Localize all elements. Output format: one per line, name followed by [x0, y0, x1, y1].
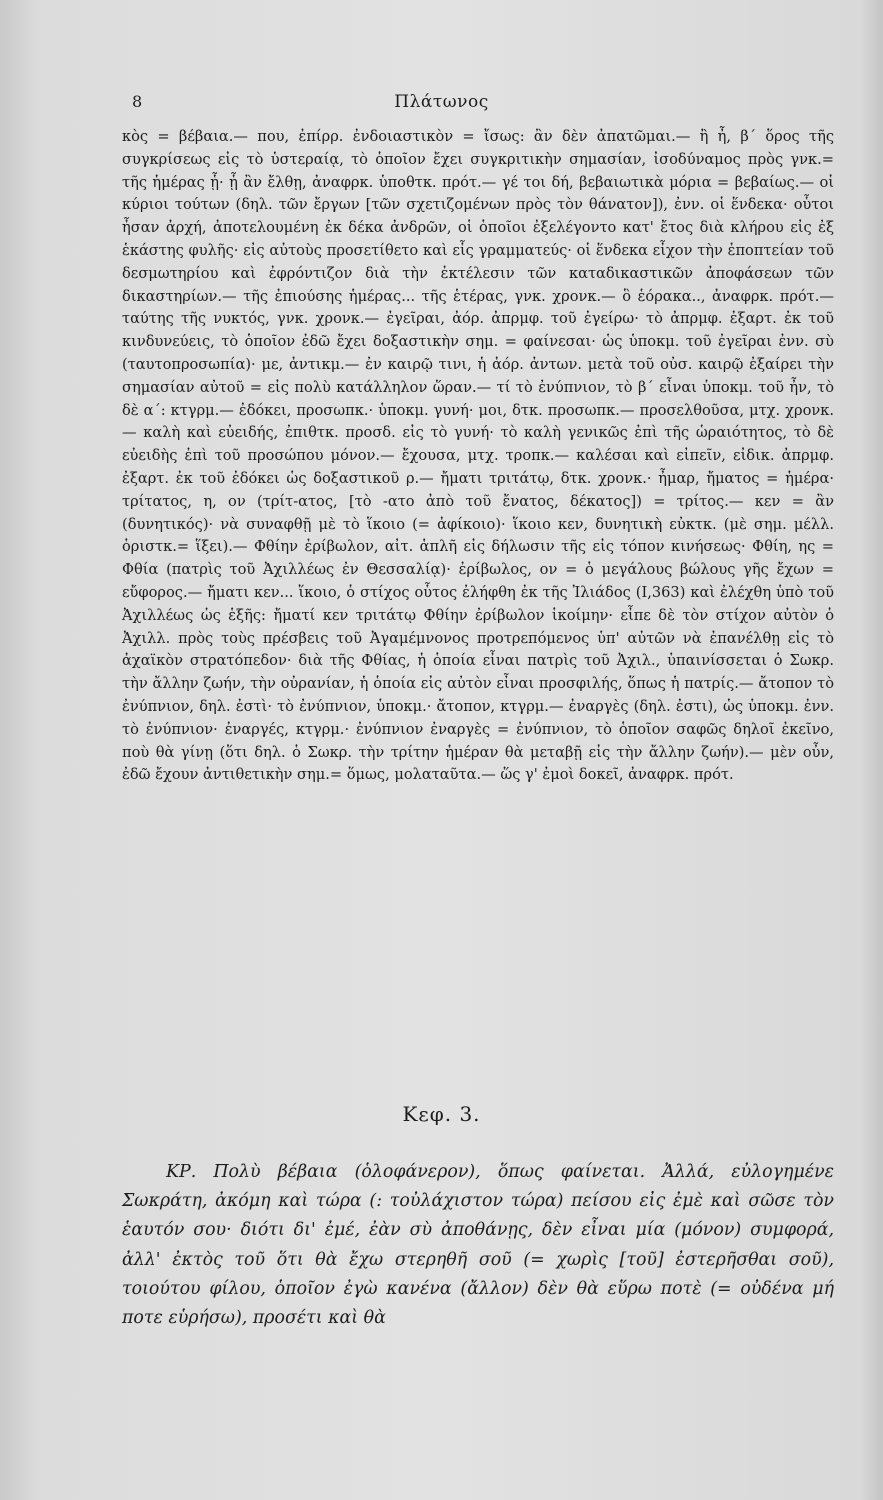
- running-title: Πλάτωνος: [394, 92, 489, 112]
- translation-paragraph: ΚΡ. Πολὺ βέβαια (ὁλοφάνερον), ὅπως φαίνεται. Ἀλλά, εὐλογημένε Σωκράτη, ἀκόμη καὶ τώρα (: τοὐλάχιστον τώρα) πείσου εἰς ἐμὲ καὶ σῶσε τὸν ἑαυτόν σου· διότι δι' ἐμέ, ἐὰν σὺ ἀποθάνῃς, δὲν εἶναι μία (μόνον) συμφορά, ἀλλ' ἐκτὸς τοῦ ὅτι θὰ ἔχω στερηθῆ σοῦ (= χωρὶς [τοῦ] ἐστερῆσθαι σοῦ), τοιούτου φίλου, ὁποῖον ἐγὼ κανένα (ἄλλον) δὲν θὰ εὕρω ποτὲ (= οὐδένα μή ποτε εὑρήσω), προσέτι καὶ θὰ: [122, 1162, 834, 1329]
- page-header: [120, 92, 763, 116]
- commentary-notes: [122, 126, 834, 787]
- page-number: 8: [132, 92, 143, 111]
- chapter-heading: Κεφ. 3.: [402, 1102, 481, 1126]
- translation-text: [122, 1158, 834, 1333]
- commentary-paragraph: κὸς = βέβαια.— που, ἐπίρρ. ἐνδοιαστικὸν = ἴσως: ἂν δὲν ἀπατῶμαι.— ἢ ἦ, β΄ ὅρος τῆς συγκρίσεως εἰς τὸ ὑστεραίᾳ, τὸ ὁποῖον ἔχει συγκριτικὴν σημασίαν, ἰσοδύναμος πρὸς γνκ.= τῆς ἡμέρας ᾗ· ᾗ ἂν ἔλθῃ, ἀναφρκ. ὑποθτκ. πρότ.— γέ τοι δή, βεβαιωτικὰ μόρια = βεβαίως.— οἱ κύριοι τούτων (δηλ. τῶν ἔργων [τῶν σχετιζομένων πρὸς τὸν θάνατον]), ἐνν. οἱ ἕνδεκα· οὗτοι ἦσαν ἀρχή, ἀποτελουμένη ἐκ δέκα ἀνδρῶν, οἱ ὁποῖοι ἐξελέγοντο κατ' ἔτος διὰ κλήρου εἰς ἐξ ἑκάστης φυλῆς· εἰς αὐτοὺς προσετίθετο καὶ εἷς γραμματεύς· οἱ ἕνδεκα εἶχον τὴν ἐποπτείαν τοῦ δεσμωτηρίου καὶ ἐφρόντιζον διὰ τὴν ἐκτέλεσιν τῶν καταδικαστικῶν ἀποφάσεων τῶν δικαστηρίων.— τῆς ἐπιούσης ἡμέρας... τῆς ἑτέρας, γνκ. χρονκ.— ὃ ἑόρακα.., ἀναφρκ. πρότ.— ταύτης τῆς νυκτός, γνκ. χρονκ.— ἐγεῖραι, ἀόρ. ἀπρμφ. τοῦ ἐγείρω· τὸ ἀπρμφ. ἐξαρτ. ἐκ τοῦ κινδυνεύεις, τὸ ὁποῖον ἐδῶ ἔχει δοξαστικὴν σημ. = φαίνεσαι· ὡς ὑποκμ. τοῦ ἐγεῖραι ἐνν. σὺ (ταυτοπροσωπία)· με, ἀντικμ.— ἐν καιρῷ τινι, ἡ ἀόρ. ἀντων. μετὰ τοῦ οὐσ. καιρῷ ἐξαίρει τὴν σημασίαν αὐτοῦ = εἰς πολὺ κατάλληλον ὥραν.— τί τὸ ἐνύπνιον, τὸ β΄ εἶναι ὑποκμ. τοῦ ἦν, τὸ δὲ α΄: κτγρμ.— ἐδόκει, προσωπκ.· ὑποκμ. γυνή· μοι, δτκ. προσωπκ.— προσελθοῦσα, μτχ. χρονκ.— καλὴ καὶ εὐειδής, ἐπιθτκ. προσδ. εἰς τὸ γυνή· τὸ καλὴ γενικῶς ἐπὶ τῆς ὡραιότητος, τὸ δὲ εὐειδὴς ἐπὶ τοῦ προσώπου μόνον.— ἔχουσα, μτχ. τροπκ.— καλέσαι καὶ εἰπεῖν, εἰδικ. ἀπρμφ. ἐξαρτ. ἐκ τοῦ ἐδόκει ὡς δοξαστικοῦ ρ.— ἤματι τριτάτῳ, δτκ. χρονκ.· ἦμαρ, ἤματος = ἡμέρα· τρίτατος, η, ον (τρίτ-ατος, [τὸ -ατο ἀπὸ τοῦ ἔνατος, δέκατος]) = τρίτος.— κεν = ἂν (δυνητικός)· νὰ συναφθῇ μὲ τὸ ἵκοιο (= ἀφίκοιο)· ἵκοιο κεν, δυνητικὴ εὐκτκ. (μὲ σημ. μέλλ. ὁριστκ.= ἵξει).— Φθίην ἐρίβωλον, αἰτ. ἁπλῆ εἰς δήλωσιν τῆς εἰς τόπον κινήσεως· Φθίη, ης = Φθία (πατρὶς τοῦ Ἀχιλλέως ἐν Θεσσαλίᾳ)· ἐρίβωλος, ον = ὁ μεγάλους βώλους γῆς ἔχων = εὔφορος.— ἤματι κεν... ἵκοιο, ὁ στίχος οὗτος ἐλήφθη ἐκ τῆς Ἰλιάδος (Ι,363) καὶ ἐλέχθη ὑπὸ τοῦ Ἀχιλλέως ὡς ἑξῆς: ἤματί κεν τριτάτῳ Φθίην ἐρίβωλον ἱκοίμην· εἶπε δὲ τὸν στίχον αὐτὸν ὁ Ἀχιλλ. πρὸς τοὺς πρέσβεις τοῦ Ἀγαμέμνονος προτρεπόμενος ὑπ' αὐτῶν νὰ ἐπανέλθῃ εἰς τὸ ἀχαϊκὸν στρατόπεδον· διὰ τῆς Φθίας, ἡ ὁποία εἶναι πατρὶς τοῦ Ἀχιλ., ὑπαινίσσεται ὁ Σωκρ. τὴν ἄλλην ζωήν, τὴν οὐρανίαν, ἡ ὁποία εἰς αὐτὸν εἶναι προσφιλής, ὅπως ἡ πατρίς.— ἄτοπον τὸ ἐνύπνιον, δηλ. ἐστὶ· τὸ ἐνύπνιον, ὑποκμ.· ἄτοπον, κτγρμ.— ἐναργὲς (δηλ. ἐστι), ὡς ὑποκμ. ἐνν. τὸ ἐνύπνιον· ἐναργές, κτγρμ.· ἐνύπνιον ἐναργὲς = ἐνύπνιον, τὸ ὁποῖον σαφῶς δηλοῖ ἐκεῖνο, ποὺ θὰ γίνῃ (ὅτι δηλ. ὁ Σωκρ. τὴν τρίτην ἡμέραν θὰ μεταβῇ εἰς τὴν ἄλλην ζωήν).— μὲν οὖν, ἐδῶ ἔχουν ἀντιθετικὴν σημ.= ὅμως, μολαταῦτα.— ὥς γ' ἐμοὶ δοκεῖ, ἀναφρκ. πρότ.: [122, 128, 834, 784]
